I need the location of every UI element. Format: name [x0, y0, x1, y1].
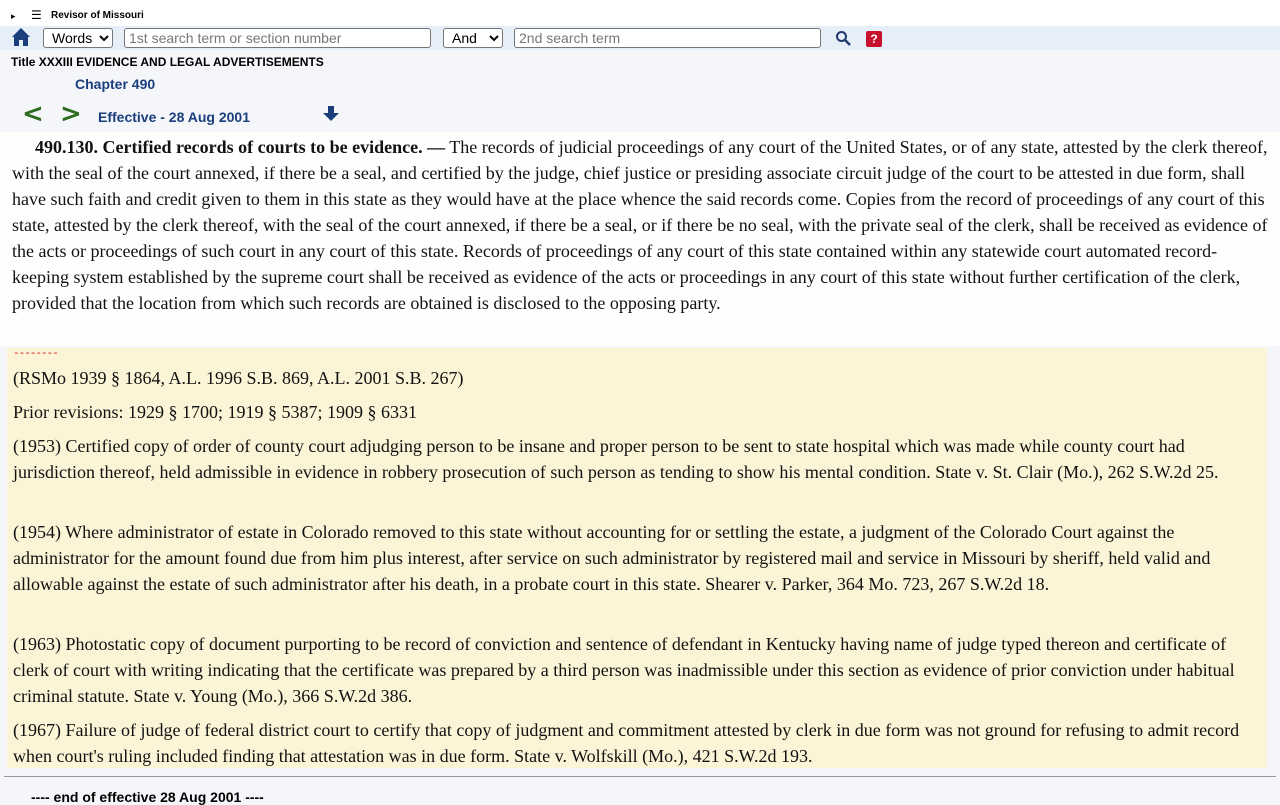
previous-section-button[interactable]: < — [22, 99, 44, 129]
annotation-1953: (1953) Certified copy of order of county court adjudging person to be insane and proper person to be sent to state hospital which was made while county court had jurisdiction thereof, held admissible in evidence in robbery prosecution of such person as tending to show his mental condition. State v. St. Clair (Mo.), 262 S.W.2d 25. — [13, 436, 1219, 482]
history-citation: (RSMo 1939 § 1864, A.L. 1996 S.B. 869, A.L. 2001 S.B. 267) — [13, 368, 464, 388]
prior-revisions: Prior revisions: 1929 § 1700; 1919 § 5387; 1909 § 6331 — [13, 402, 417, 422]
title-heading[interactable]: Title XXXIII EVIDENCE AND LEGAL ADVERTISEMENTS — [11, 55, 324, 69]
site-title[interactable]: Revisor of Missouri — [51, 10, 144, 21]
search-operator-select[interactable] — [443, 28, 503, 48]
annotation-1967: (1967) Failure of judge of federal district court to certify that copy of judgment and commitment attested by clerk in due form was not ground for refusing to admit record when court's ruling included finding that attestation was in due form. State v. Wolfskill (Mo.), 421 S.W.2d 193. — [13, 720, 1240, 766]
annotation-1963: (1963) Photostatic copy of document purporting to be record of conviction and sentence of defendant in Kentucky having name of judge typed thereon and certificate of clerk of court with writing indicating that the certificate was prepared by a third person was inadmissible under this section as evidence of prior conviction under habitual criminal statute. State v. Young (Mo.), 366 S.W.2d 386. — [13, 634, 1235, 706]
help-icon[interactable]: ? — [866, 31, 882, 47]
divider — [4, 776, 1276, 777]
search-mode-select[interactable] — [43, 28, 113, 48]
next-section-button[interactable]: > — [60, 99, 82, 129]
search-bar — [0, 26, 1280, 50]
search-term-1-input[interactable] — [124, 28, 431, 48]
section-body: The records of judicial proceedings of any court of the United States, or of any state, attested by the clerk thereof, with the seal of the court annexed, if there be a seal, and certified by the judge, chief justice or presiding associate circuit judge of the court to be attested in due form, shall have such faith and credit given to them in this state as they would have at the place whence the said records come. Copies from the record of proceedings of any court of this state, attested by the clerk thereof, with the seal of the court annexed, if there be a seal, or if there be no seal, with the private seal of the clerk, shall be received as evidence of the acts or proceedings of such court in any court of this state. Records of proceedings of any court of this state contained within any statewide court automated record-keeping system established by the supreme court shall be received as evidence of the acts or proceedings in any court of this state without further certification of the clerk, provided that the location from which such records are obtained is disclosed to the opposing party. — [12, 137, 1268, 313]
effective-date-link[interactable]: Effective - 28 Aug 2001 — [98, 109, 250, 125]
section-heading: 490.130. Certified records of courts to be evidence. — — [35, 137, 446, 157]
history-notes — [7, 348, 1267, 768]
statute-section — [0, 132, 1280, 346]
chapter-link[interactable]: Chapter 490 — [75, 76, 156, 92]
search-icon[interactable] — [835, 30, 851, 46]
menu-icon[interactable]: ☰ — [31, 8, 42, 22]
expand-icon[interactable]: ▸ — [11, 11, 16, 21]
end-of-effective: ---- end of effective 28 Aug 2001 ---- — [31, 789, 264, 805]
separator: -------- — [13, 348, 58, 360]
arrow-down-icon[interactable] — [322, 106, 340, 122]
top-bar — [0, 0, 1280, 26]
search-term-2-input[interactable] — [514, 28, 821, 48]
annotation-1954: (1954) Where administrator of estate in Colorado removed to this state without accounting for or settling the estate, a judgment of the Colorado Court against the administrator for the amount found due from him plus interest, after service on such administrator by registered mail and service in Missouri by sheriff, held valid and allowable against the estate of such administrator after his death, in a probate court in this state. Shearer v. Parker, 364 Mo. 723, 267 S.W.2d 18. — [13, 522, 1211, 594]
home-icon[interactable] — [11, 27, 31, 47]
statute-text — [12, 134, 1272, 316]
